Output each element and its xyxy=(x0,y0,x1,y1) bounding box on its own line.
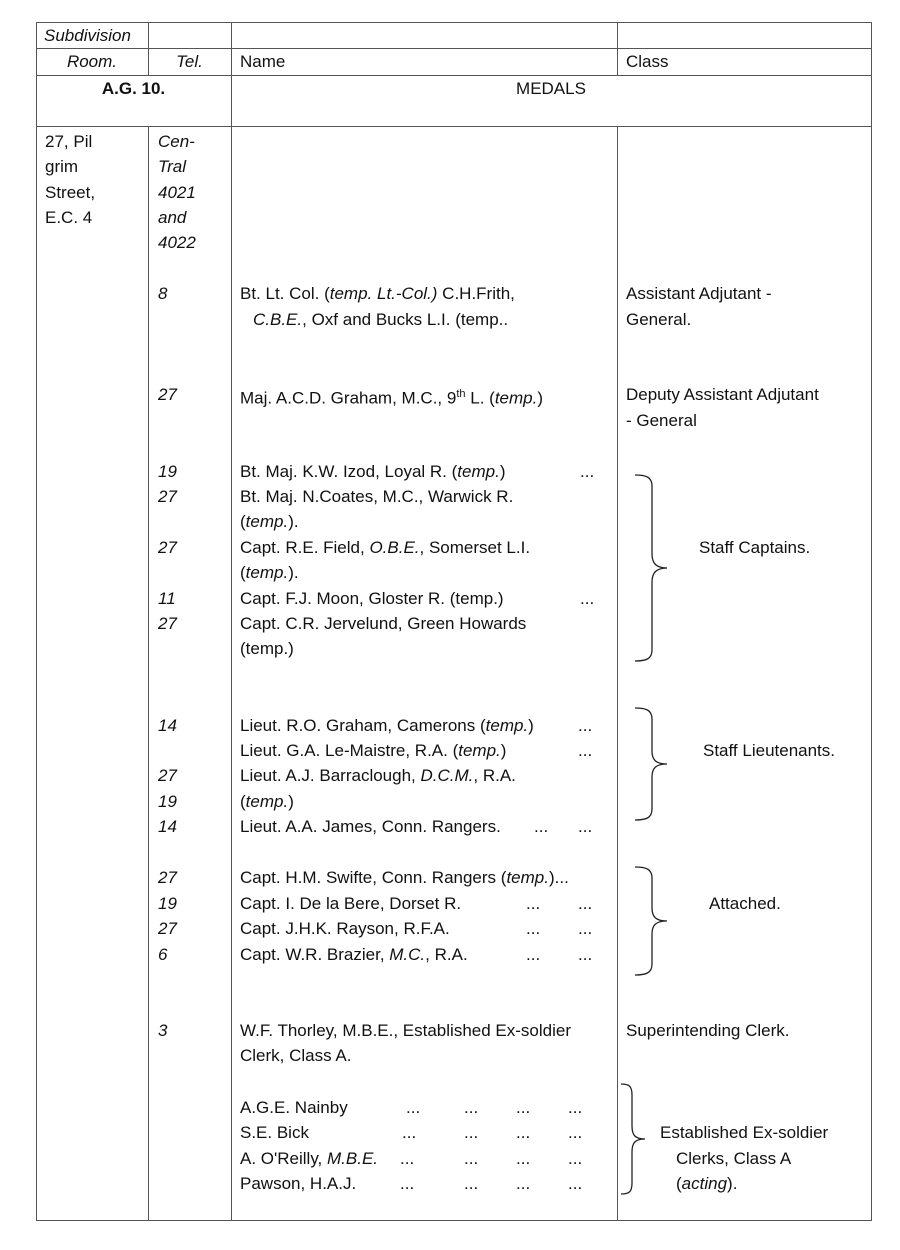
name-italic: temp. Lt.-Col.) xyxy=(329,284,438,303)
leader-dots: ... xyxy=(568,1098,583,1117)
leader-dots: ... xyxy=(578,894,593,913)
table-border-bottom xyxy=(36,1220,872,1221)
leader-dots: ... xyxy=(578,741,593,760)
tel-extension: 8 xyxy=(158,284,168,303)
officer-name: Capt. J.H.K. Rayson, R.F.A. xyxy=(240,919,450,938)
table-border-left xyxy=(36,22,37,1221)
tel-extension: 3 xyxy=(158,1021,168,1040)
right-brace-icon xyxy=(634,707,670,821)
officer-name xyxy=(240,382,543,411)
class-label: General. xyxy=(626,310,692,329)
tel-extension: 27 xyxy=(158,766,177,785)
leader-dots: ... xyxy=(464,1174,479,1193)
class-label: Staff Lieutenants. xyxy=(703,741,836,760)
leader-dots: ... xyxy=(578,817,593,836)
clerk-name: S.E. Bick xyxy=(240,1123,309,1142)
header-row-divider-right xyxy=(231,48,872,49)
clerk-name: Pawson, H.A.J. xyxy=(240,1174,357,1193)
table-border-right xyxy=(871,22,872,1221)
column-divider-name-class-lower xyxy=(617,126,618,1221)
name-text: , R.A. xyxy=(425,945,468,964)
leader-dots: ... xyxy=(580,589,595,608)
class-label: Clerks, Class A xyxy=(676,1149,792,1168)
name-text: Lieut. G.A. Le-Maistre, R.A. ( xyxy=(240,741,459,760)
name-text: Capt. H.M. Swifte, Conn. Rangers ( xyxy=(240,868,507,887)
header-name: Name xyxy=(240,52,286,71)
name-text: Bt. Lt. Col. ( xyxy=(240,284,330,303)
leader-dots: ... xyxy=(400,1174,415,1193)
leader-dots: ... xyxy=(400,1149,415,1168)
tel-extension: 19 xyxy=(158,462,177,481)
officer-name xyxy=(240,942,468,968)
officer-name-continued xyxy=(253,307,508,333)
officer-name xyxy=(240,713,534,739)
tel-extension: 27 xyxy=(158,487,177,506)
class-label: Staff Captains. xyxy=(699,538,811,557)
name-text: , Oxf and Bucks L.I. (temp.. xyxy=(302,310,509,329)
tel-extension: 27 xyxy=(158,385,177,404)
name-text: ). xyxy=(288,512,299,531)
leader-dots: ... xyxy=(406,1098,421,1117)
tel-exchange-line: 4022 xyxy=(158,233,196,252)
room-line: Street, xyxy=(45,183,96,202)
leader-dots: ... xyxy=(534,817,549,836)
name-text: ) xyxy=(500,741,507,760)
tel-extension: 27 xyxy=(158,538,177,557)
header-tel: Tel. xyxy=(176,52,203,71)
right-brace-icon xyxy=(620,1083,648,1195)
label-text: ). xyxy=(727,1174,738,1193)
officer-name: Bt. Maj. N.Coates, M.C., Warwick R. xyxy=(240,487,514,506)
class-label: Attached. xyxy=(709,894,781,913)
officer-name: Capt. C.R. Jervelund, Green Howards xyxy=(240,614,527,633)
name-text: ) xyxy=(528,716,534,735)
leader-dots: ... xyxy=(578,945,593,964)
name-text: )... xyxy=(548,868,569,887)
officer-name xyxy=(240,535,530,561)
name-text: A. O'Reilly, xyxy=(240,1149,328,1168)
column-divider-name-class xyxy=(617,22,618,76)
name-text: Lieut. R.O. Graham, Camerons ( xyxy=(240,716,486,735)
leader-dots: ... xyxy=(526,919,541,938)
name-italic: temp. xyxy=(458,741,501,760)
name-text: , R.A. xyxy=(473,766,516,785)
officer-name: Capt. F.J. Moon, Gloster R. (temp.) xyxy=(240,589,504,608)
room-line: 27, Pil xyxy=(45,132,93,151)
name-text: Capt. R.E. Field, xyxy=(240,538,370,557)
officer-name xyxy=(240,459,506,485)
class-label: Superintending Clerk. xyxy=(626,1021,790,1040)
leader-dots: ... xyxy=(568,1123,583,1142)
header-subdivision: Subdivision xyxy=(44,26,131,45)
leader-dots: ... xyxy=(526,945,541,964)
tel-exchange-line: 4021 xyxy=(158,183,196,202)
leader-dots: ... xyxy=(516,1174,531,1193)
column-divider-room-tel-lower xyxy=(148,126,149,1221)
class-label: Assistant Adjutant - xyxy=(626,284,772,303)
header-room: Room. xyxy=(66,52,118,71)
leader-dots: ... xyxy=(568,1174,583,1193)
ordinal-suffix: th xyxy=(456,388,466,400)
name-italic: temp. xyxy=(245,563,289,582)
tel-extension: 27 xyxy=(158,868,177,887)
name-text: ( xyxy=(240,792,246,811)
column-divider-tel-name xyxy=(231,22,232,1221)
name-text: ) xyxy=(499,462,506,481)
clerk-name: W.F. Thorley, M.B.E., Established Ex-soldier xyxy=(240,1021,571,1040)
right-brace-icon xyxy=(634,866,670,976)
name-text: ( xyxy=(240,512,246,531)
leader-dots: ... xyxy=(578,716,593,735)
tel-extension: 14 xyxy=(158,716,177,735)
name-italic: C.B.E. xyxy=(253,310,303,329)
officer-name xyxy=(240,865,569,891)
name-text: ). xyxy=(288,563,299,582)
officer-name-continued: (temp.) xyxy=(240,639,294,658)
name-text: Lieut. A.J. Barraclough, xyxy=(240,766,421,785)
name-italic: temp. xyxy=(506,868,549,887)
tel-extension: 27 xyxy=(158,614,177,633)
leader-dots: ... xyxy=(526,894,541,913)
tel-exchange-line: Cen- xyxy=(158,132,195,151)
leader-dots: ... xyxy=(464,1149,479,1168)
officer-name: Capt. I. De la Bere, Dorset R. xyxy=(240,894,462,913)
table-border-top xyxy=(36,22,872,23)
leader-dots: ... xyxy=(568,1149,583,1168)
name-italic: M.B.E. xyxy=(327,1149,379,1168)
class-label: Deputy Assistant Adjutant xyxy=(626,385,819,404)
tel-extension: 14 xyxy=(158,817,177,836)
officer-name-continued xyxy=(240,560,299,586)
leader-dots: ... xyxy=(516,1149,531,1168)
leader-dots: ... xyxy=(578,919,593,938)
section-title: MEDALS xyxy=(516,79,586,98)
class-label xyxy=(676,1171,737,1197)
officer-name xyxy=(240,281,515,307)
name-italic: temp. xyxy=(485,716,529,735)
room-line: grim xyxy=(45,157,79,176)
leader-dots: ... xyxy=(464,1098,479,1117)
tel-exchange-line: and xyxy=(158,208,187,227)
name-text: ) xyxy=(288,792,294,811)
officer-name: Lieut. A.A. James, Conn. Rangers. xyxy=(240,817,501,836)
name-italic: temp. xyxy=(245,792,289,811)
name-italic: temp. xyxy=(457,462,500,481)
leader-dots: ... xyxy=(402,1123,417,1142)
clerk-name: A.G.E. Nainby xyxy=(240,1098,348,1117)
clerk-name-continued: Clerk, Class A. xyxy=(240,1046,352,1065)
name-italic: M.C. xyxy=(389,945,426,964)
right-brace-icon xyxy=(634,474,670,662)
label-italic: acting xyxy=(681,1174,728,1193)
name-italic: D.C.M. xyxy=(420,766,474,785)
tel-exchange-line: Tral xyxy=(158,157,187,176)
class-label: Established Ex-soldier xyxy=(660,1123,829,1142)
leader-dots: ... xyxy=(516,1098,531,1117)
name-text: Bt. Maj. K.W. Izod, Loyal R. ( xyxy=(240,462,458,481)
section-code: A.G. 10. xyxy=(101,79,166,98)
name-text: Maj. A.C.D. Graham, M.C., 9 xyxy=(240,388,457,408)
name-text: ( xyxy=(240,563,246,582)
name-text: C.H.Frith, xyxy=(437,284,515,303)
clerk-name xyxy=(240,1146,378,1172)
name-text: , Somerset L.I. xyxy=(419,538,531,557)
name-italic: O.B.E. xyxy=(369,538,420,557)
section-bottom-rule xyxy=(36,126,872,127)
tel-extension: 6 xyxy=(158,945,168,964)
tel-extension: 27 xyxy=(158,919,177,938)
name-text: ) xyxy=(537,388,544,408)
name-italic: temp. xyxy=(494,388,538,408)
leader-dots: ... xyxy=(464,1123,479,1142)
room-line: E.C. 4 xyxy=(45,208,93,227)
officer-name-continued xyxy=(240,509,299,535)
name-text: L. ( xyxy=(465,388,495,408)
header-class: Class xyxy=(626,52,669,71)
name-text: Capt. W.R. Brazier, xyxy=(240,945,390,964)
class-label: - General xyxy=(626,411,697,430)
officer-name-continued xyxy=(240,789,294,815)
officer-name xyxy=(240,738,506,764)
tel-extension: 11 xyxy=(158,589,176,608)
tel-extension: 19 xyxy=(158,792,177,811)
leader-dots: ... xyxy=(516,1123,531,1142)
officer-name xyxy=(240,763,516,789)
name-italic: temp. xyxy=(245,512,289,531)
leader-dots: ... xyxy=(580,462,595,481)
tel-extension: 19 xyxy=(158,894,177,913)
label-text: ( xyxy=(676,1174,682,1193)
